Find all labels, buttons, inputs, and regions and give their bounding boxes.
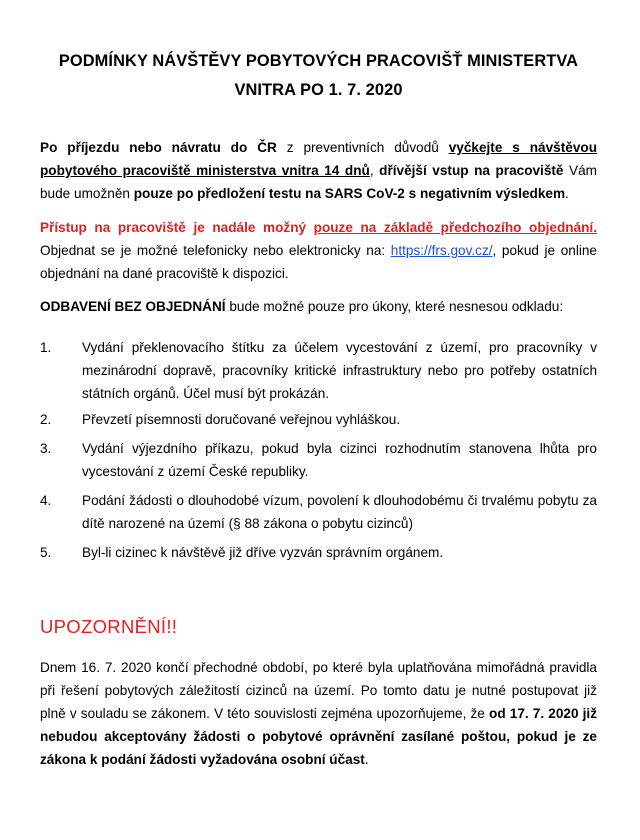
list-text: Byl-li cizinec k návštěvě již dříve vyzván správním orgánem. <box>82 545 444 560</box>
p3-no-appointment: ODBAVENÍ BEZ OBJEDNÁNÍ <box>40 299 226 314</box>
list-text: Vydání výjezdního příkazu, pokud byla cizinci rozhodnutím stanovena lhůta pro vycestování z území České republiky. <box>82 441 597 479</box>
p4-postal-notice: od 17. 7. 2020 již nebudou akceptovány žádosti o pobytové oprávnění zasílané poštou, pokud je ze zákona k podání žádosti vyžadována osobní účast <box>40 706 597 767</box>
p1-test-requirement: pouze po předložení testu na SARS CoV-2 s negativním výsledkem <box>133 186 566 201</box>
title-line-1: PODMÍNKY NÁVŠTĚVY POBYTOVÝCH PRACOVIŠŤ MINISTERTVA <box>58 52 579 70</box>
list-text: Podání žádosti o dlouhodobé vízum, povolení k dlouhodobému či trvalému pobytu za dítě narozené na území (§ 88 zákona o pobytu cizinců) <box>82 493 597 531</box>
frs-link[interactable]: https://frs.gov.cz/ <box>390 243 493 258</box>
title-line-2: VNITRA PO 1. 7. 2020 <box>234 81 403 99</box>
p4-intro-text: Dnem 16. 7. 2020 končí přechodné období, po které byla uplatňována mimořádná pravidla při řešení pobytových záležitostí cizinců na území. Po tomto datu je nutné postupovat již plně v souladu se zákonem. V této souvislosti zejména upozorňujeme, že <box>40 660 597 721</box>
p1-comma: , <box>369 163 380 178</box>
p3-urgent-text: bude možné pouze pro úkony, které nesnesou odkladu: <box>225 299 564 314</box>
list-number: 4. <box>40 493 52 508</box>
no-appointment-paragraph <box>40 295 597 318</box>
p4-period: . <box>364 752 369 767</box>
p2-access-notice: Přístup na pracoviště je nadále možný <box>40 220 314 235</box>
p1-arrival-text: Po příjezdu nebo návratu do ČR <box>40 140 277 155</box>
warning-heading: UPOZORNĚNÍ!! <box>40 616 178 637</box>
quarantine-paragraph <box>40 136 597 205</box>
p1-earlier-entry: dřívější vstup na pracoviště <box>379 163 564 178</box>
list-text: Vydání překlenovacího štítku za účelem vycestování z území, pro pracovníky v mezinárodní dopravě, pracovníky kritické infrastruktury nebo pro potřeby ostatních státních orgánů. Účel musí být prokázán. <box>82 340 597 401</box>
p2-appointment-only: pouze na základě předchozího objednání. <box>313 220 597 235</box>
p1-reason-text: z preventivních důvodů <box>276 140 449 155</box>
p1-allowed-text: Vám bude umožněn <box>40 163 597 201</box>
p1-wait-notice: vyčkejte s návštěvou pobytového pracoviště ministerstva vnitra 14 dnů <box>40 140 597 178</box>
transition-period-paragraph <box>40 656 597 771</box>
list-number: 5. <box>40 545 52 560</box>
page-title <box>40 47 597 105</box>
appointment-paragraph <box>40 216 597 285</box>
list-text: Převzetí písemnosti doručované veřejnou vyhláškou. <box>82 412 401 427</box>
list-number: 1. <box>40 340 52 355</box>
p2-booking-text: Objednat se je možné telefonicky nebo elektronicky na: <box>40 243 391 258</box>
list-number: 3. <box>40 441 52 456</box>
list-number: 2. <box>40 412 52 427</box>
p2-online-text: , pokud je online objednání na dané pracoviště k dispozici. <box>40 243 597 281</box>
p1-period: . <box>565 186 569 201</box>
